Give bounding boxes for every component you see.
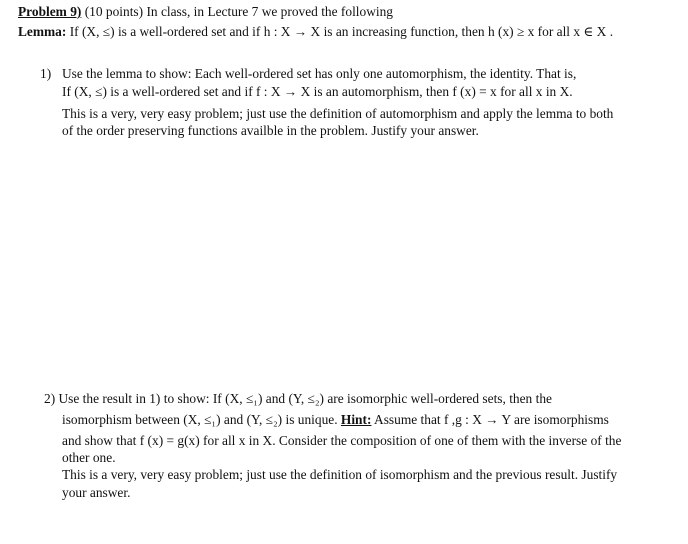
part-2-line <box>62 412 609 428</box>
problem-label: Problem 9) <box>18 4 82 19</box>
part-1-line: If (X, ≤) is a well-ordered set and if f : X → X is an automorphism, then f (x) = x for all x in X. <box>62 84 573 99</box>
lemma-text: If (X, ≤) is a well-ordered set and if h : X → X is an increasing function, then h (x) ≥ x for all x ∈ X . <box>66 24 614 39</box>
lemma-statement <box>18 24 613 40</box>
part-2-line: other one. <box>62 450 116 465</box>
hint-label: Hint: <box>340 412 372 427</box>
part-1-line: of the order preserving functions availble in the problem. Justify your answer. <box>62 123 479 138</box>
part-2-line: This is a very, very easy problem; just use the definition of isomorphism and the previous result. Justify <box>62 467 618 482</box>
problem-intro: (10 points) In class, in Lecture 7 we proved the following <box>81 4 393 19</box>
part-1-line: Use the lemma to show: Each well-ordered set has only one automorphism, the identity. That is, <box>62 66 577 81</box>
part-2-line: 2) Use the result in 1) to show: If (X, ≤₁) and (Y, ≤₂) are isomorphic well-ordered sets, then the <box>44 391 552 406</box>
lemma-label: Lemma: <box>18 24 67 39</box>
part-1-number: 1) <box>40 66 52 81</box>
part-1-line: This is a very, very easy problem; just use the definition of automorphism and apply the lemma to both <box>62 106 614 121</box>
part-2-line: your answer. <box>62 485 131 500</box>
part-2-line-text: isomorphism between (X, ≤₁) and (Y, ≤₂) is unique. <box>62 412 341 427</box>
problem-heading <box>18 4 393 20</box>
part-2-line: and show that f (x) = g(x) for all x in X. Consider the composition of one of them with the inverse of the <box>62 433 622 448</box>
part-2-line-text: Assume that f ,g : X → Y are isomorphisms <box>371 412 609 427</box>
